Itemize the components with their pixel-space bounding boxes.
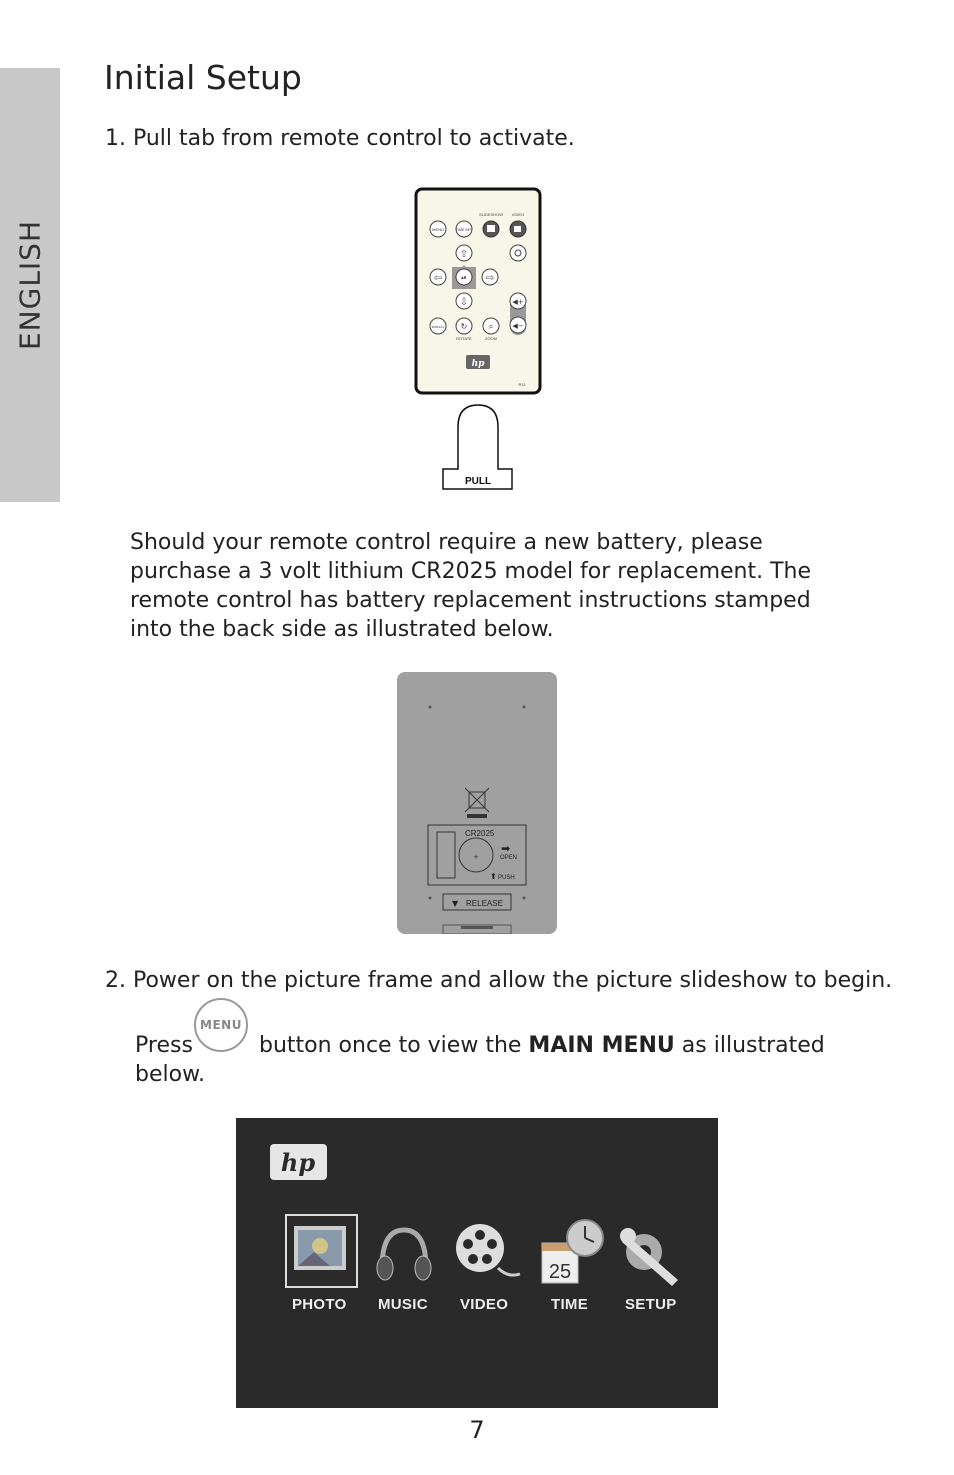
menu-item-photo-label: PHOTO (292, 1296, 347, 1313)
arrow-right-icon: ⇨ (485, 273, 495, 284)
remote-model-label: R11 (518, 382, 526, 387)
menu-item-music-label: MUSIC (378, 1296, 428, 1313)
step-2-text: 2. Power on the picture frame and allow the picture slideshow to begin. (105, 968, 893, 993)
rotate-icon: ↻ (460, 322, 468, 331)
press-middle: button once to view the (259, 1033, 522, 1058)
remote-menu-label: MENU (432, 227, 444, 232)
main-menu-screenshot (236, 1118, 718, 1408)
svg-text:+: + (473, 853, 479, 861)
volume-up-icon: ◀+ (512, 298, 524, 306)
arrow-down-icon: ⇩ (459, 297, 469, 308)
remote-control-back-illustration (397, 672, 557, 934)
wrench-gear-icon (620, 1228, 678, 1286)
calendar-day: 25 (548, 1261, 572, 1283)
menu-item-setup-label: SETUP (625, 1296, 677, 1313)
remote-display-label: DISPLAY (431, 325, 445, 329)
language-side-tab (0, 68, 60, 502)
calendar-clock-icon (542, 1220, 603, 1283)
remote-brightness-button (510, 245, 526, 261)
remote-back-body (397, 672, 557, 934)
release-label: RELEASE (466, 899, 503, 908)
svg-text:hp: hp (471, 359, 485, 369)
page-title: Initial Setup (104, 58, 302, 97)
press-suffix: as illustrated (681, 1033, 825, 1058)
video-camera-icon (514, 226, 521, 232)
remote-timeset-label: TIME SET (455, 228, 473, 232)
film-reel-icon (456, 1224, 520, 1275)
menu-item-time-label: TIME (551, 1296, 589, 1313)
page-number: 7 (469, 1416, 485, 1444)
arrow-up-icon: ⇧ (459, 249, 469, 260)
press-prefix: Press (135, 1033, 193, 1058)
push-label: PUSH (498, 875, 515, 881)
press-instruction (259, 1033, 825, 1058)
rotate-label: ROTATE (456, 336, 472, 341)
open-arrow-icon: ➡ (501, 842, 511, 855)
step-1-text: 1. Pull tab from remote control to activate. (105, 126, 575, 151)
language-label: ENGLISH (13, 219, 47, 351)
arrow-left-icon: ⇦ (433, 273, 443, 284)
volume-down-icon: ◀− (512, 322, 524, 330)
main-menu-bold: MAIN MENU (528, 1033, 675, 1058)
slideshow-icon (487, 225, 495, 232)
open-label: OPEN (500, 855, 518, 861)
pull-tab-label: PULL (464, 476, 492, 487)
headphones-icon (377, 1230, 431, 1280)
battery-paragraph: Should your remote control require a new battery, please purchase a 3 volt lithium CR2025 model for replacement. The remote control has battery replacement instructions stamped into the back side as illustrated below. (130, 530, 812, 642)
battery-model-label: CR2025 (465, 829, 495, 838)
zoom-label: ZOOM (485, 336, 497, 341)
photo-icon (286, 1215, 357, 1287)
slideshow-label: SLIDESHOW (478, 212, 504, 217)
menu-item-video-label: VIDEO (460, 1296, 509, 1313)
release-arrow-icon: ▼ (452, 899, 459, 908)
play-pause-icon: ⏯ (461, 274, 467, 282)
menu-button-label: MENU (200, 1018, 242, 1032)
zoom-icon: ⌕ (488, 322, 494, 331)
svg-text:hp: hp (280, 1148, 316, 1177)
menu-button-icon (194, 998, 248, 1052)
remote-control-front-illustration (412, 187, 544, 493)
push-arrow-icon: ⬆ (490, 872, 497, 881)
press-tail: below. (135, 1062, 206, 1087)
main-menu-icons (236, 1118, 718, 1408)
video-label: VIDEO (511, 212, 525, 217)
